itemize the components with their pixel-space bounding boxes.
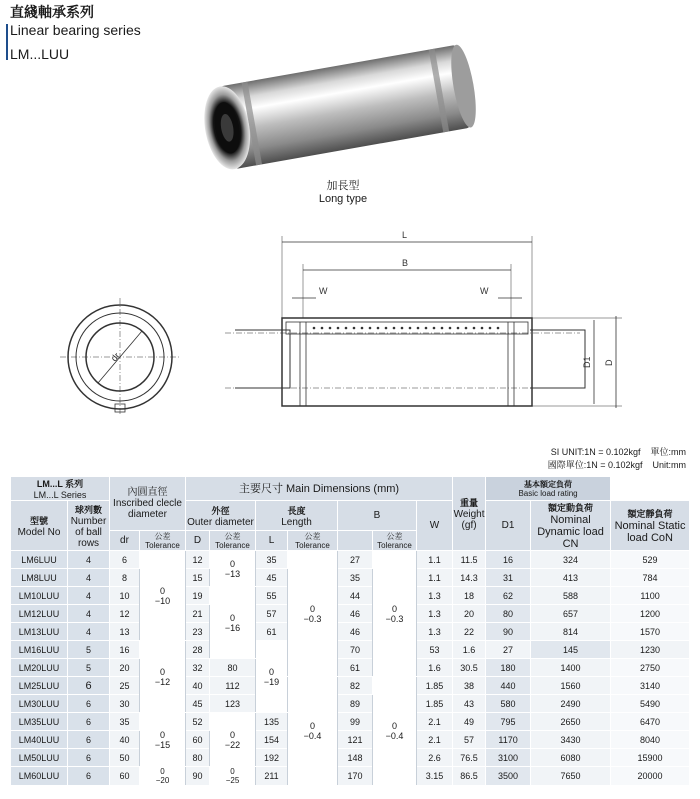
caption-chinese: 加長型 [326,180,360,192]
d-tolerance-d: 0 −22 [210,713,256,767]
table-row: LM30LUU 6 30 45 123 89 1.85 43 580 2490 5490 [11,695,690,713]
table-row: LM60LUU 6 60 0 −20 90 0 −25 211 170 3.15 86.5 3500 7650 20000 [11,767,690,786]
w-header: W [417,501,453,551]
table-row: LM10LUU 4 10 19 0 −16 55 44 1.3 18 62 588 1100 [11,587,690,605]
dr-tol-subheader: 公差 Tolerance [140,531,186,551]
b-tolerance-b: 0 −0.4 [373,677,417,786]
dr-subheader: dr [110,531,140,551]
table-row: LM16LUU 5 16 0 −12 28 0 −19 70 53 1.6 27 145 1230 [11,641,690,659]
unit-si-mm: 單位:mm [650,447,686,457]
d-subheader: D [186,531,210,551]
specification-table [10,476,690,786]
ball-rows-header: 球列數 Number of ball rows [68,501,110,551]
label-D1: D1 [582,356,592,368]
table-row: LM35LUU 6 35 0 −15 52 0 −22 135 99 2.1 49 795 2650 6470 [11,713,690,731]
table-row: LM25LUU 6 25 40 112 0 −0.4 82 0 −0.4 1.85 38 440 1560 3140 [11,677,690,695]
unit-intl: 國際單位:1N = 0.102kgf [547,460,643,470]
static-load-header: 額定靜負荷 Nominal Static load CoN [611,501,690,551]
table-row: LM8LUU 4 8 15 45 35 1.1 14.3 31 413 784 [11,569,690,587]
weight-header: 重量 Weight (gf) [453,477,486,551]
l-tol-subheader: 公差 Tolerance [288,531,338,551]
side-view [225,236,622,408]
d-tolerance-b: 0 −16 [210,587,256,659]
table-row: LM13LUU 4 13 23 61 46 1.3 22 90 814 1570 [11,623,690,641]
b-header: B [338,501,417,531]
l-subheader: L [256,531,288,551]
inner-diameter-header: 內圓直徑 Inscribed clecle diameter [110,477,186,531]
b-blank-subheader [338,531,373,551]
d-tol-subheader: 公差 Tolerance [210,531,256,551]
l-tolerance-a: 0 −0.3 [288,551,338,677]
series-name: LM...LUU [10,46,70,62]
header-accent-bar [6,24,8,60]
unit-si: SI UNIT:1N = 0.102kgf [550,447,641,457]
dr-tolerance-d: 0 −20 [140,767,186,786]
table-row: LM20LUU 5 20 32 80 61 1.6 30.5 180 1400 2750 [11,659,690,677]
unit-notes [538,446,686,472]
b-tolerance-a: 0 −0.3 [373,551,417,677]
table-row: LM12LUU 4 12 21 57 46 1.3 20 80 657 1200 [11,605,690,623]
table-row: LM6LUU 4 6 0 −10 12 0 −13 35 0 −0.3 27 0 −0.3 1.1 11.5 16 324 529 [11,551,690,569]
d-tolerance-a: 0 −13 [210,551,256,587]
model-header: 型號 Model No [11,501,68,551]
table-row: LM50LUU 6 50 80 192 148 2.6 76.5 3100 6080 15900 [11,749,690,767]
ball-rows [313,327,500,330]
label-B: B [402,258,409,268]
label-L: L [402,230,408,240]
dr-tolerance-a: 0 −10 [140,551,186,641]
basic-load-header: 基本額定負荷 Basic load rating [486,477,611,501]
series-header: LM...L 系列 LM...L Series [11,477,110,501]
l-tolerance-b: 0 −0.4 [288,677,338,786]
unit-intl-mm: Unit:mm [652,460,686,470]
label-W-right: W [480,286,489,296]
d-tolerance-c: 0 −19 [256,641,288,713]
label-W-left: W [319,286,328,296]
technical-drawing [60,228,640,418]
title-english: Linear bearing series [10,22,141,38]
page-header [10,4,141,62]
d1-header: D1 [486,501,531,551]
dr-tolerance-b: 0 −12 [140,641,186,713]
b-tol-subheader: 公差 Tolerance [373,531,417,551]
bearing-product-photo [195,35,495,175]
label-D: D [604,359,614,366]
product-caption [300,180,386,206]
title-chinese: 直綫軸承系列 [10,4,94,20]
dr-tolerance-c: 0 −15 [140,713,186,767]
table-row: LM40LUU 6 40 60 154 121 2.1 57 1170 3430 8040 [11,731,690,749]
length-header: 長度 Length [256,501,338,531]
label-dr: dr [108,350,122,364]
dynamic-load-header: 額定動負荷 Nominal Dynamic load CN [531,501,611,551]
main-dimensions-header: 主要尺寸 Main Dimensions (mm) [186,477,453,501]
d-tolerance-e: 0 −25 [210,767,256,786]
outer-diameter-header: 外徑 Outer diameter [186,501,256,531]
caption-english: Long type [318,193,368,205]
